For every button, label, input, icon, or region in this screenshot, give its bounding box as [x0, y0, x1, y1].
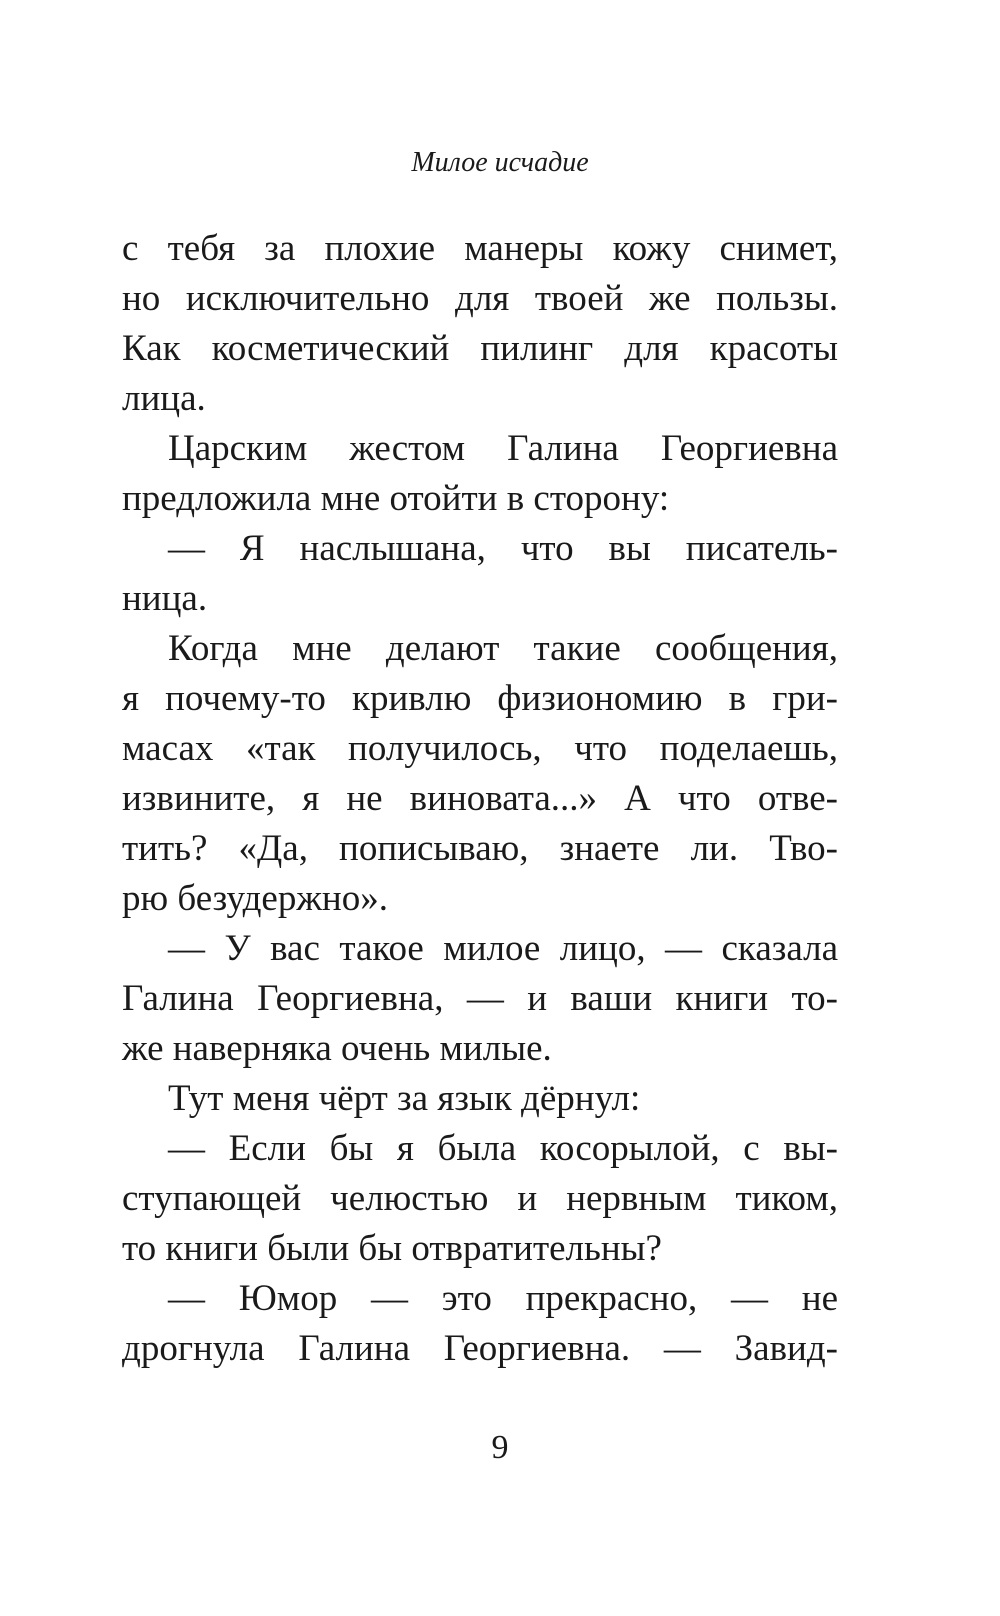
text-line: Тут меня чёрт за язык дёрнул: [168, 1078, 641, 1119]
text-line: с тебя за плохие манеры кожу снимет, [122, 228, 838, 269]
text-line: Галина Георгиевна, — и ваши книги то- [122, 978, 838, 1019]
text-line: — Если бы я была косорылой, с вы- [168, 1128, 838, 1169]
text-line: Когда мне делают такие сообщения, [168, 628, 838, 669]
text-line: но исключительно для твоей же пользы. [122, 278, 838, 319]
page-number: 9 [491, 1429, 509, 1466]
body-text [122, 224, 838, 1374]
text-line: извините, я не виновата...» А что отве- [122, 778, 838, 819]
text-line: рю безудержно». [122, 878, 388, 919]
text-line: лица. [122, 378, 206, 419]
text-line: то книги были бы отвратительны? [122, 1228, 662, 1269]
text-line: Царским жестом Галина Георгиевна [168, 428, 838, 469]
text-line: — Я наслышана, что вы писатель- [168, 528, 838, 569]
text-line: же наверняка очень милые. [122, 1028, 552, 1069]
text-line: Как косметический пилинг для красоты [122, 328, 838, 369]
text-line: я почему-то кривлю физиономию в гри- [122, 678, 838, 719]
text-line: — Юмор — это прекрасно, — не [168, 1278, 838, 1319]
running-title: Милое исчадие [411, 147, 589, 178]
text-line: тить? «Да, пописываю, знаете ли. Тво- [122, 828, 838, 869]
text-line: — У вас такое милое лицо, — сказала [168, 928, 838, 969]
text-line: ница. [122, 578, 208, 619]
text-line: масах «так получилось, что поделаешь, [122, 728, 838, 769]
text-line: предложила мне отойти в сторону: [122, 478, 670, 519]
text-line: ступающей челюстью и нервным тиком, [122, 1178, 838, 1219]
text-line: дрогнула Галина Георгиевна. — Завид- [122, 1328, 838, 1369]
